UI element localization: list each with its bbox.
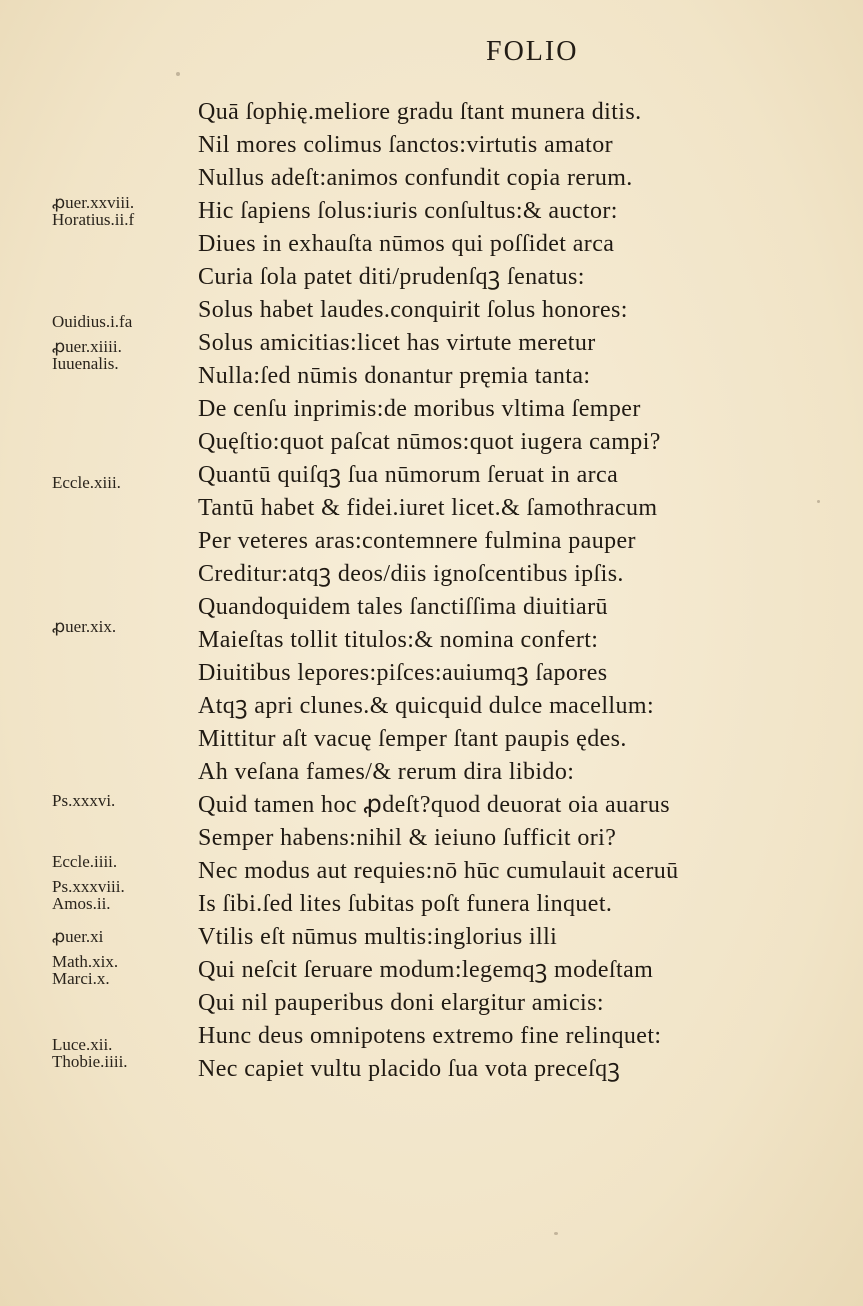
marginal-note [52,853,202,870]
verse-line: Creditur:atqꝫ deos/diis ignoſcentibus ipſis. [198,561,624,587]
verse-line: Nulla:ſed nūmis donantur pręmia tanta: [198,363,591,389]
verse-line: Diues in exhauſta nūmos qui poſſidet arca [198,231,615,257]
marginal-note-line: Marci.x. [52,969,110,988]
marginal-note [52,313,202,330]
verse-line: Solus amicitias:licet has virtute meretur [198,330,596,356]
verse-line: Quandoquidem tales ſanctiſſima diuitiarū [198,594,608,620]
marginal-note [52,878,202,912]
verse-block [198,96,838,1086]
verse-line: Solus habet laudes.conquirit ſolus honores: [198,297,628,323]
marginal-note [52,194,202,228]
verse-line: Nil mores colimus ſanctos:virtutis amator [198,132,614,158]
verse-line: Is ſibi.ſed lites ſubitas poſt funera linquet. [198,891,613,917]
marginal-note-line: Eccle.xiii. [52,473,121,492]
verse-line: Nec capiet vultu placido ſua vota preceſqꝫ [198,1056,621,1082]
marginal-note-line: ꝓuer.xi [52,927,104,946]
verse-line: Mittitur aſt vacuę ſemper ſtant paupis ędes. [198,726,627,752]
marginal-note-line: Iuuenalis. [52,354,119,373]
verse-line: Qui neſcit ſeruare modum:legemqꝫ modeſtam [198,957,654,983]
marginal-note-line: ꝓuer.xxviii. [52,193,135,212]
folio-heading: FOLIO [486,36,579,67]
verse-line: Nec modus aut requies:nō hūc cumulauit aceruū [198,858,679,884]
verse-line: Hunc deus omnipotens extremo fine relinquet: [198,1023,662,1049]
marginal-note-line: Math.xix. [52,952,119,971]
paper-speck [817,500,820,503]
verse-line: Quantū quiſqꝫ ſua nūmorum ſeruat in arca [198,462,619,488]
verse-line: Tantū habet & fidei.iuret licet.& ſamothracum [198,495,658,521]
verse-line: Quā ſophię.meliore gradu ſtant munera ditis. [198,99,642,125]
marginal-note-line: Horatius.ii.f [52,210,135,229]
marginal-note-line: Eccle.iiii. [52,852,118,871]
verse-line: De cenſu inprimis:de moribus vltima ſemper [198,396,641,422]
marginal-note-line: Luce.xii. [52,1035,113,1054]
marginal-note [52,618,202,635]
marginal-note [52,1036,202,1070]
paper-speck [176,72,180,76]
verse-line: Curia ſola patet diti/prudenſqꝫ ſenatus: [198,264,585,290]
verse-line: Atqꝫ apri clunes.& quicquid dulce macellum: [198,693,655,719]
paper-speck [554,1232,558,1235]
marginal-note-line: ꝓuer.xiiii. [52,337,122,356]
verse-line: Diuitibus lepores:piſces:auiumqꝫ ſapores [198,660,608,686]
marginal-note [52,792,202,809]
verse-line: Quid tamen hoc ꝓdeſt?quod deuorat oia auarus [198,792,671,818]
verse-line: Per veteres aras:contemnere fulmina pauper [198,528,636,554]
verse-line: Semper habens:nihil & ieiuno ſufficit ori? [198,825,617,851]
marginal-note-line: Ps.xxxvi. [52,791,116,810]
marginal-note [52,474,202,491]
marginal-note [52,928,202,945]
verse-line: Maieſtas tollit titulos:& nomina confert: [198,627,599,653]
verse-line: Quęſtio:quot paſcat nūmos:quot iugera campi? [198,429,661,455]
marginal-note-line: Thobie.iiii. [52,1052,128,1071]
marginal-note [52,953,202,987]
marginal-note-line: ꝓuer.xix. [52,617,117,636]
verse-line: Vtilis eſt nūmus multis:inglorius illi [198,924,558,950]
marginal-note-line: Amos.ii. [52,894,111,913]
marginal-note-line: Ouidius.i.fa [52,312,133,331]
verse-line: Hic ſapiens ſolus:iuris conſultus:& auctor: [198,198,618,224]
marginal-note-line: Ps.xxxviii. [52,877,125,896]
verse-line: Qui nil pauperibus doni elargitur amicis: [198,990,604,1016]
marginal-note [52,338,202,372]
verse-line: Ah veſana fames/& rerum dira libido: [198,759,575,785]
verse-line: Nullus adeſt:animos confundit copia rerum. [198,165,633,191]
